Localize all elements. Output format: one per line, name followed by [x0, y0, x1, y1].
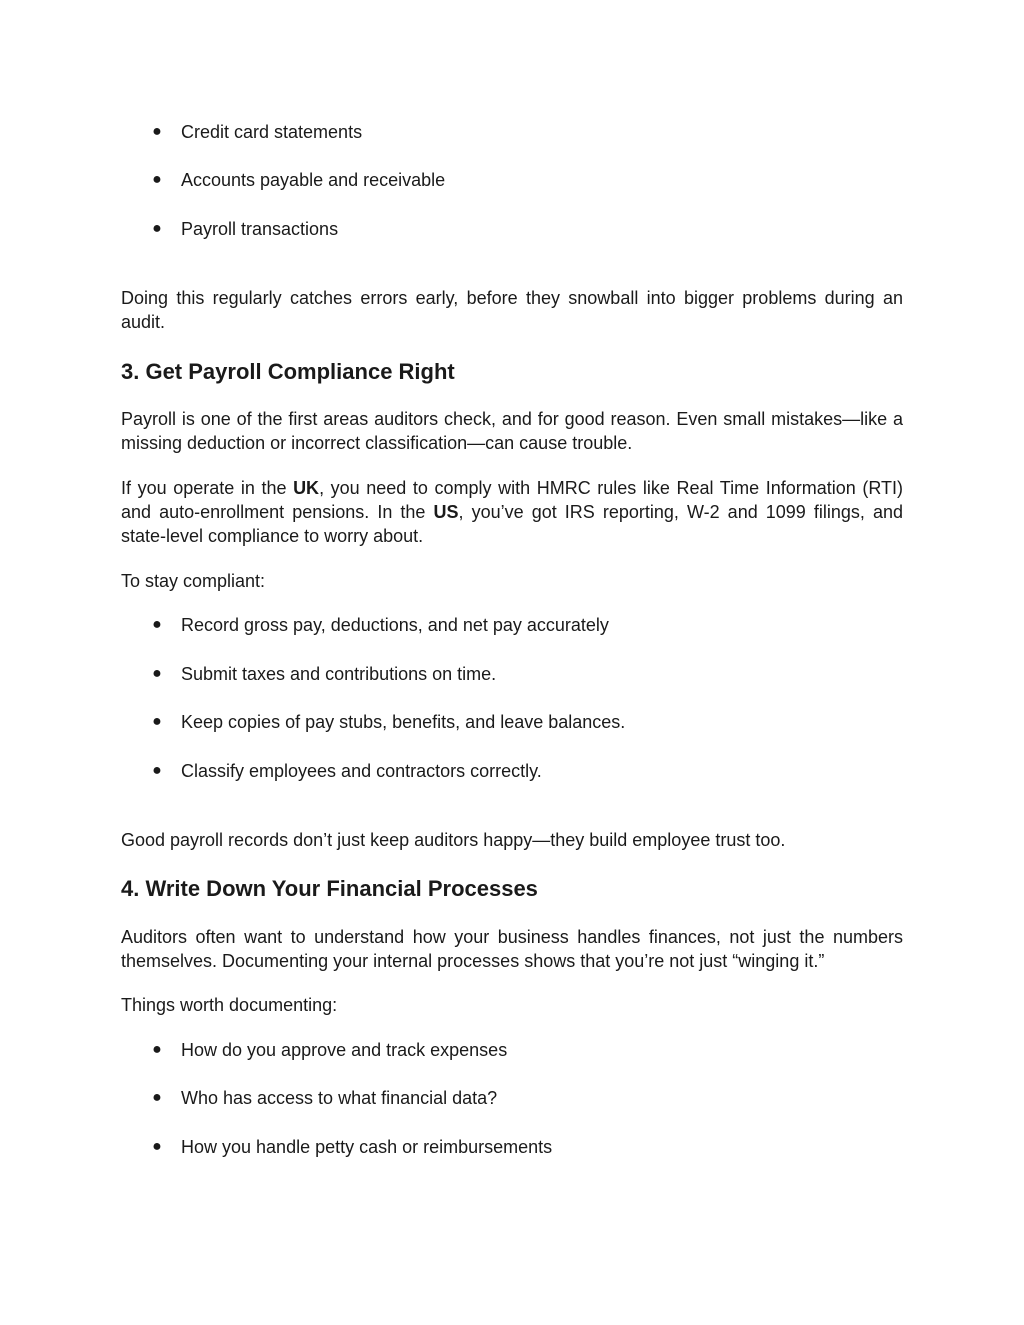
- section-heading-3: 3. Get Payroll Compliance Right: [121, 359, 455, 384]
- section-heading-4: 4. Write Down Your Financial Processes: [121, 876, 538, 901]
- bullet-icon: ●: [152, 713, 162, 730]
- list-item-text: Payroll transactions: [181, 219, 339, 239]
- list-item-text: How do you approve and track expenses: [181, 1040, 508, 1060]
- paragraph-good-payroll: Good payroll records don’t just keep auditors happy—they build employee trust too.: [121, 830, 786, 850]
- list-item-text: Record gross pay, deductions, and net pay accurately: [181, 615, 609, 635]
- list-item-text: Accounts payable and receivable: [181, 170, 446, 190]
- list-item-text: Who has access to what financial data?: [181, 1088, 498, 1108]
- paragraph-uk-us: If you operate in the UK, you need to comply with HMRC rules like Real Time Information (RTI) and auto-enrollment pensions. In the US, you’ve got IRS reporting, W-2 and 1099 filings, and state-level compliance to worry about.: [121, 478, 903, 546]
- bullet-icon: ●: [152, 762, 162, 779]
- uk-label: UK: [293, 478, 320, 498]
- paragraph-things-worth: Things worth documenting:: [121, 995, 338, 1015]
- bullet-icon: ●: [152, 1138, 162, 1155]
- list-item-text: How you handle petty cash or reimbursements: [181, 1137, 553, 1157]
- paragraph-doing: Doing this regularly catches errors early, before they snowball into bigger problems during an audit.: [121, 288, 903, 332]
- paragraph-auditors: Auditors often want to understand how your business handles finances, not just the numbers themselves. Documenting your internal processes shows that you’re not just “winging it.”: [121, 927, 903, 971]
- paragraph-stay-compliant: To stay compliant:: [121, 571, 266, 591]
- list-item-text: Classify employees and contractors correctly.: [181, 761, 542, 781]
- bullet-icon: ●: [152, 616, 162, 633]
- bullet-icon: ●: [152, 1041, 162, 1058]
- list-item-text: Submit taxes and contributions on time.: [181, 664, 497, 684]
- bullet-icon: ●: [152, 123, 162, 140]
- paragraph-payroll: Payroll is one of the first areas auditors check, and for good reason. Even small mistakes—like a missing deduction or incorrect classification—can cause trouble.: [121, 409, 903, 453]
- bullet-icon: ●: [152, 220, 162, 237]
- bullet-icon: ●: [152, 171, 162, 188]
- bullet-icon: ●: [152, 1089, 162, 1106]
- list-item-text: Keep copies of pay stubs, benefits, and leave balances.: [181, 712, 626, 732]
- us-label: US: [433, 502, 459, 522]
- bullet-icon: ●: [152, 665, 162, 682]
- list-item-text: Credit card statements: [181, 122, 363, 142]
